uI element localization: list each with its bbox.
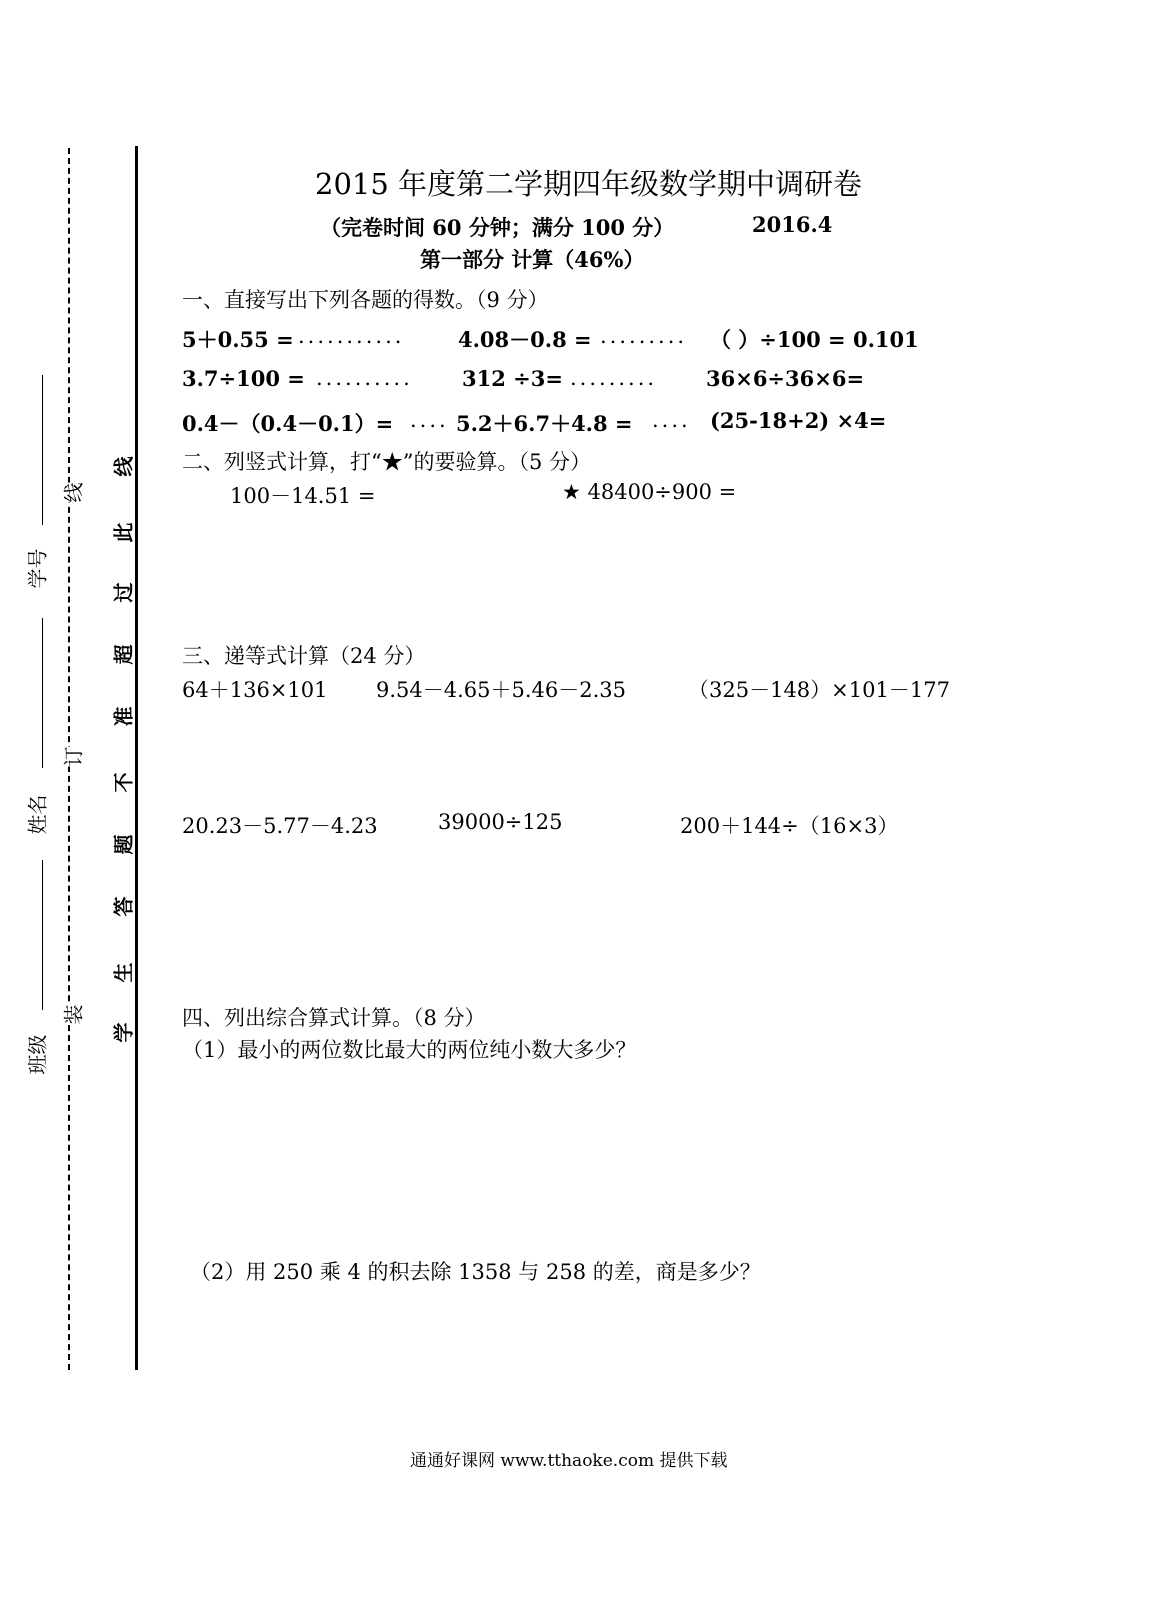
ding-char: 订 [58,747,87,767]
problem: （ ）÷100 = 0.101 [710,327,919,352]
stepwise-problem: 9.54－4.65＋5.46－2.35 [376,678,627,702]
notice-char: 准 [111,706,136,727]
stepwise-problem: 39000÷125 [438,810,563,834]
class-blank [42,860,43,1010]
vertical-calc-problem-starred: ★ 48400÷900 = [562,480,737,504]
problem: 36×6÷36×6= [706,366,865,391]
answer-dots: ......... [600,324,688,348]
problem: 5＋0.55 = [182,327,294,352]
problem: 5.2＋6.7＋4.8 = [456,411,633,436]
exam-date: 2016.4 [752,212,833,237]
problem: (25-18+2) ×4= [710,408,887,433]
line-char: 线 [58,483,87,503]
stepwise-problem: 64＋136×101 [182,678,328,702]
section4-heading: 四、列出综合算式计算。（8 分） [182,1006,486,1030]
section1-heading: 一、直接写出下列各题的得数。（9 分） [182,288,549,312]
footer-credit: 通通好课网 www.tthaoke.com 提供下载 [410,1451,728,1471]
name-label: 姓名 [25,794,50,835]
problem: 312 ÷3= [462,366,563,391]
stepwise-problem: （325－148）×101－177 [688,678,950,702]
word-problem-2: （2）用 250 乘 4 的积去除 1358 与 258 的差，商是多少？ [190,1260,761,1284]
class-label: 班级 [25,1034,50,1075]
student-id-label: 学号 [25,548,50,589]
problem: 0.4－（0.4－0.1）= [182,411,394,436]
answer-dots: .... [652,408,691,432]
notice-char: 线 [111,456,136,477]
section2-heading: 二、列竖式计算，打“★”的要验算。（5 分） [182,450,592,474]
exam-title: 2015 年度第二学期四年级数学期中调研卷 [315,167,863,201]
zhuang-char: 装 [58,1005,87,1025]
stepwise-problem: 200＋144÷（16×3） [680,814,899,838]
notice-char: 超 [111,644,136,665]
student-id-blank [42,375,43,525]
notice-char: 此 [111,522,136,543]
stepwise-problem: 20.23－5.77－4.23 [182,814,378,838]
notice-char: 题 [111,834,136,855]
section3-heading: 三、递等式计算（24 分） [182,644,426,668]
name-blank [42,618,43,768]
notice-char: 过 [111,582,136,603]
problem: 3.7÷100 = [182,366,305,391]
margin-solid-line [135,146,138,1370]
answer-dots: ........... [298,324,405,348]
notice-char: 答 [111,896,136,917]
answer-dots: .... [410,408,449,432]
word-problem-1: （1）最小的两位数比最大的两位纯小数大多少？ [182,1038,637,1062]
notice-char: 不 [111,772,136,793]
vertical-calc-problem: 100－14.51 = [230,484,376,508]
answer-dots: .......... [316,366,413,390]
part-heading: 第一部分 计算（46%） [420,247,645,272]
answer-dots: ......... [570,366,658,390]
problem: 4.08－0.8 = [458,327,592,352]
notice-char: 学 [111,1022,136,1043]
notice-char: 生 [111,962,136,983]
exam-subtitle: （完卷时间 60 分钟；满分 100 分） [320,215,675,240]
